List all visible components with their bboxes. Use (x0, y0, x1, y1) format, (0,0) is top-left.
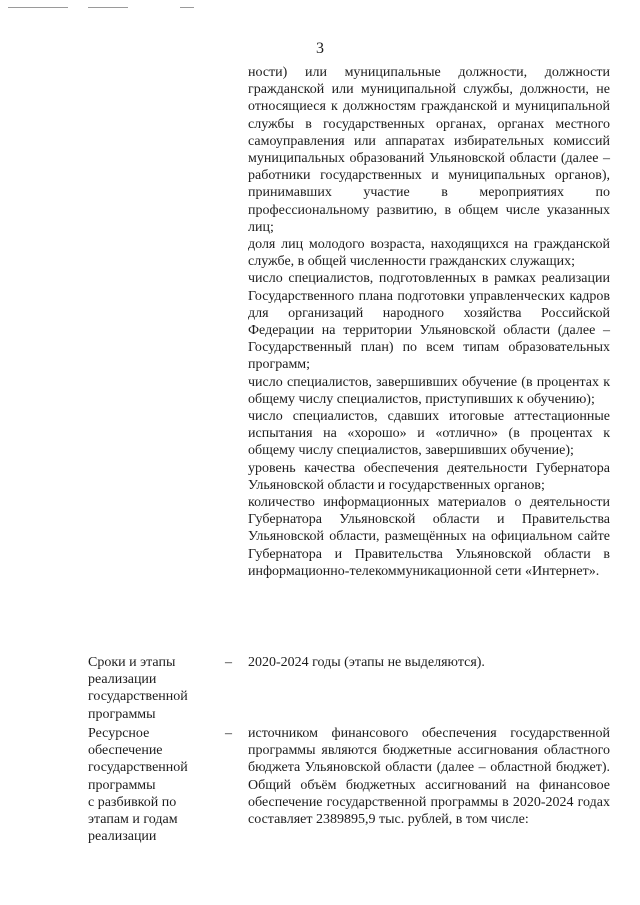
row-label: Сроки и этапы реализации государственной программы (88, 655, 188, 722)
indicators-list-continuation (248, 64, 610, 580)
row-label: Ресурсное обеспечение государственной программы с разбивкой по этапам и годам реализации (88, 726, 188, 845)
scan-artifact (180, 7, 194, 8)
scan-artifact (88, 7, 128, 8)
row-dash: – (225, 726, 232, 741)
indicator-paragraph: число специалистов, сдавших итоговые аттестационные испытания на «хорошо» и «отлично» (в процентах к общему числу специалистов, завершивших обучение); (248, 409, 610, 459)
scan-artifact (8, 7, 68, 8)
page-number: 3 (316, 40, 324, 57)
indicator-paragraph: число специалистов, подготовленных в рамках реализации Государственного плана подготовки управленческих кадров для организаций народного хозяйства Российской Федерации на территории Ульяновской области (далее – Государственный план) по всем типам образовательных программ; (248, 271, 610, 373)
row-content: 2020-2024 годы (этапы не выделяются). (248, 655, 485, 670)
indicator-paragraph: доля лиц молодого возраста, находящихся на гражданской службе, в общей численности гражданских служащих; (248, 237, 610, 270)
row-dash: – (225, 655, 232, 670)
indicator-paragraph: уровень качества обеспечения деятельности Губернатора Ульяновской области и государственных органов; (248, 460, 610, 493)
indicator-paragraph: ности) или муниципальные должности, должности гражданской или муниципальной службы, должности, не относящиеся к должностям гражданской и муниципальной службы в государственных органах, органах местного самоуправления или аппаратах избирательных комиссий муниципальных образований Ульяновской области (далее – работники государственных и муниципальных органов), принимавших участие в мероприятиях по профессиональному развитию, в общем числе указанных лиц; (248, 65, 610, 235)
row-content: источником финансового обеспечения государственной программы являются бюджетные ассигнования областного бюджета Ульяновской области (далее – областной бюджет). Общий объём бюджетных ассигнований на финансовое обеспечение государственной программы в 2020-2024 годах составляет 2389895,9 тыс. рублей, в том числе: (248, 726, 610, 828)
indicator-paragraph: число специалистов, завершивших обучение (в процентах к общему числу специалистов, приступивших к обучению); (248, 374, 610, 407)
indicator-paragraph: количество информационных материалов о деятельности Губернатора Ульяновской области и Правительства Ульяновской области, размещённых на официальном сайте Губернатора и Правительства Ульяновской области в информационно-телекоммуникационной сети «Интернет». (248, 495, 610, 579)
